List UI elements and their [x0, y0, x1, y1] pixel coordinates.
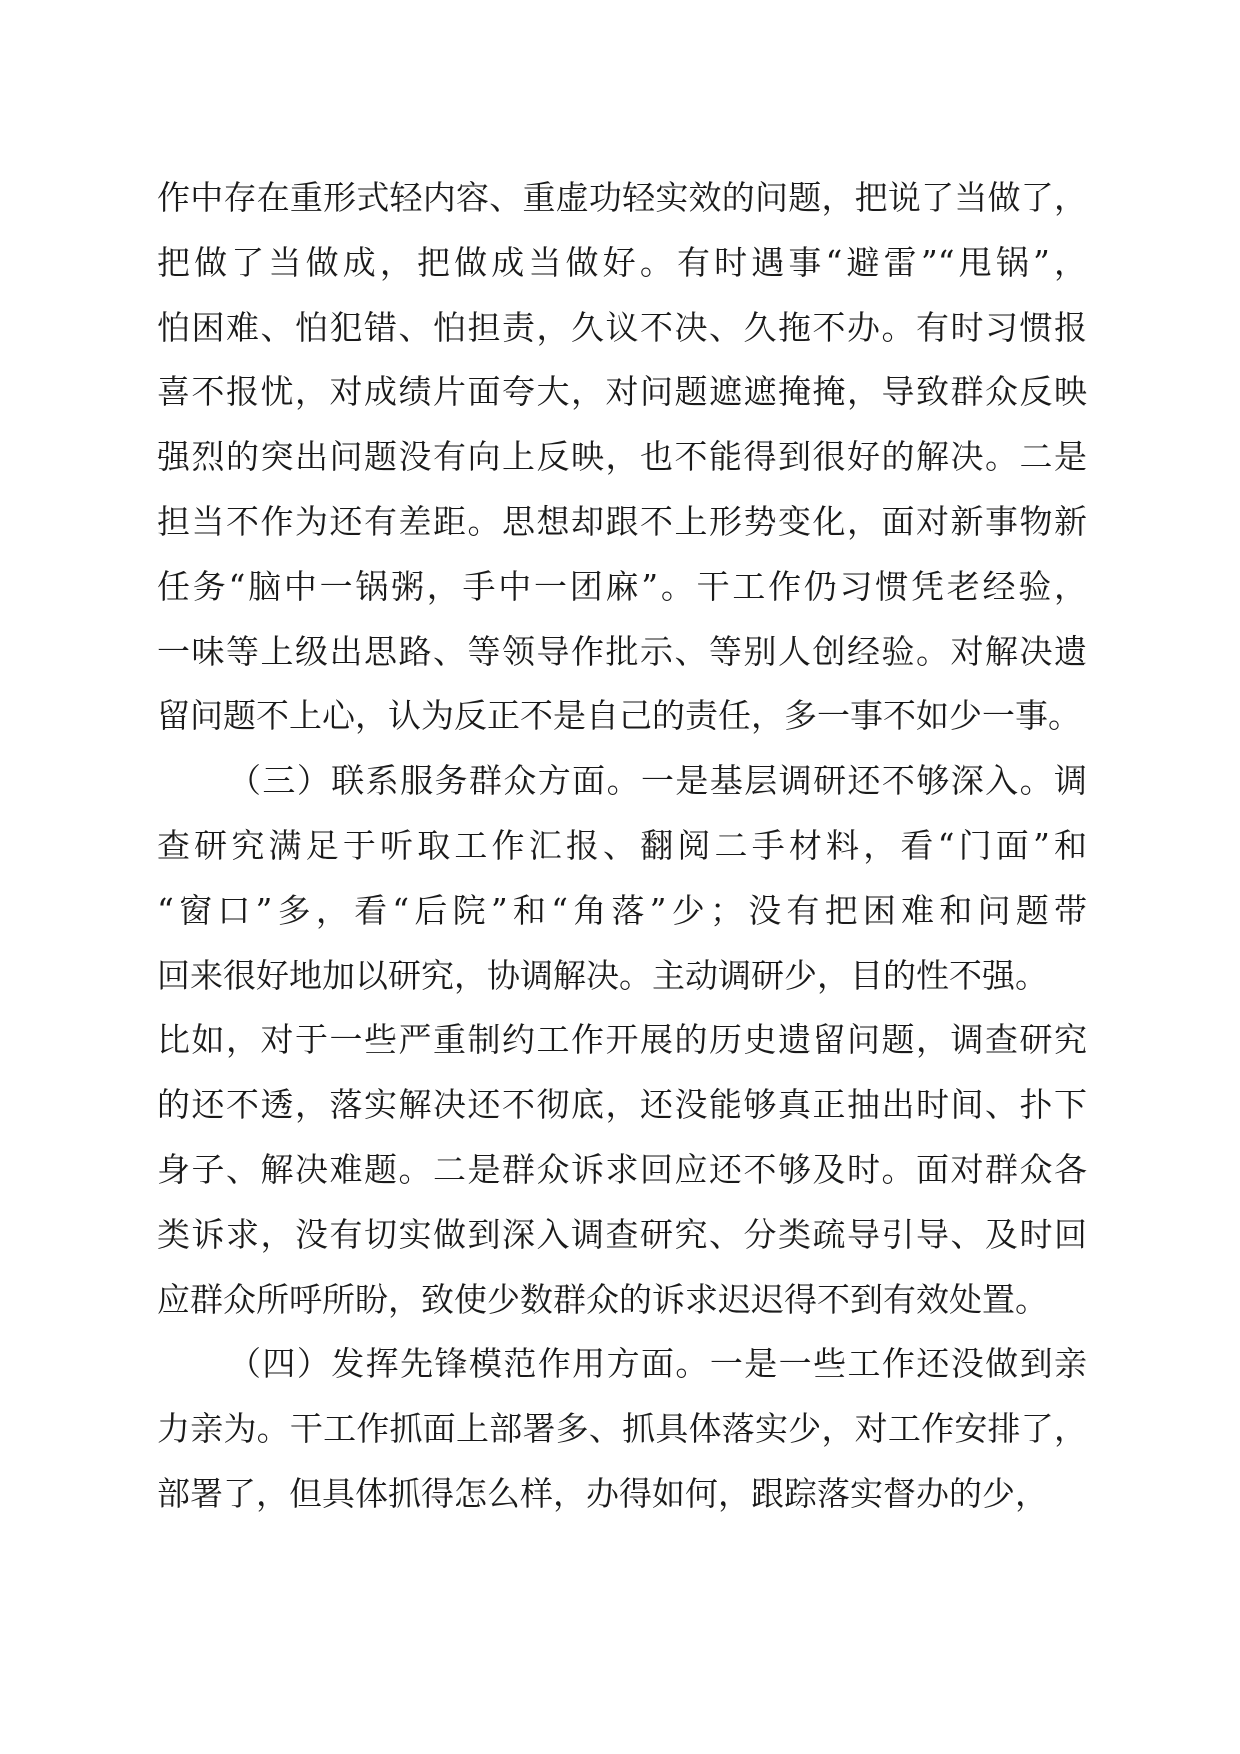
text-line: 类诉求，没有切实做到深入调查研究、分类疏导引导、及时回 [157, 1214, 1087, 1254]
text-line: 留问题不上心，认为反正不是自己的责任，多一事不如少一事。 [157, 696, 1081, 736]
text-line: 应群众所呼所盼，致使少数群众的诉求迟迟得不到有效处置。 [157, 1279, 1048, 1319]
text-line: 强烈的突出问题没有向上反映，也不能得到很好的解决。二是 [157, 437, 1087, 477]
text-line: 担当不作为还有差距。思想却跟不上形势变化，面对新事物新 [157, 501, 1087, 541]
body-text [157, 166, 1087, 1527]
text-line: 把做了当做成，把做成当做好。有时遇事“避雷”“甩锅”， [157, 242, 1087, 282]
text-line: 部署了，但具体抓得怎么样，办得如何，跟踪落实督办的少， [157, 1473, 1048, 1513]
text-line: 力亲为。干工作抓面上部署多、抓具体落实少，对工作安排了， [157, 1409, 1087, 1449]
text-line: 一味等上级出思路、等领导作批示、等别人创经验。对解决遗 [157, 631, 1087, 671]
text-line: 喜不报忧，对成绩片面夸大，对问题遮遮掩掩，导致群众反映 [157, 372, 1087, 412]
text-line: 回来很好地加以研究，协调解决。主动调研少，目的性不强。 [157, 955, 1048, 995]
text-line: 作中存在重形式轻内容、重虚功轻实效的问题，把说了当做了， [157, 178, 1087, 217]
text-line: 任务“脑中一锅粥，手中一团麻”。干工作仍习惯凭老经验， [157, 566, 1087, 606]
text-line: 的还不透，落实解决还不彻底，还没能够真正抽出时间、扑下 [157, 1085, 1087, 1125]
section-heading-line: （三）联系服务群众方面。一是基层调研还不够深入。调 [228, 761, 1087, 801]
section-heading-line: （四）发挥先锋模范作用方面。一是一些工作还没做到亲 [228, 1344, 1087, 1384]
text-line: “窗口”多，看“后院”和“角落”少；没有把困难和问题带 [157, 890, 1087, 930]
text-line: 比如，对于一些严重制约工作开展的历史遗留问题，调查研究 [157, 1020, 1087, 1060]
text-line: 身子、解决难题。二是群众诉求回应还不够及时。面对群众各 [157, 1149, 1087, 1189]
text-line: 怕困难、怕犯错、怕担责，久议不决、久拖不办。有时习惯报 [157, 307, 1087, 347]
text-line: 查研究满足于听取工作汇报、翻阅二手材料，看“门面”和 [157, 825, 1087, 865]
